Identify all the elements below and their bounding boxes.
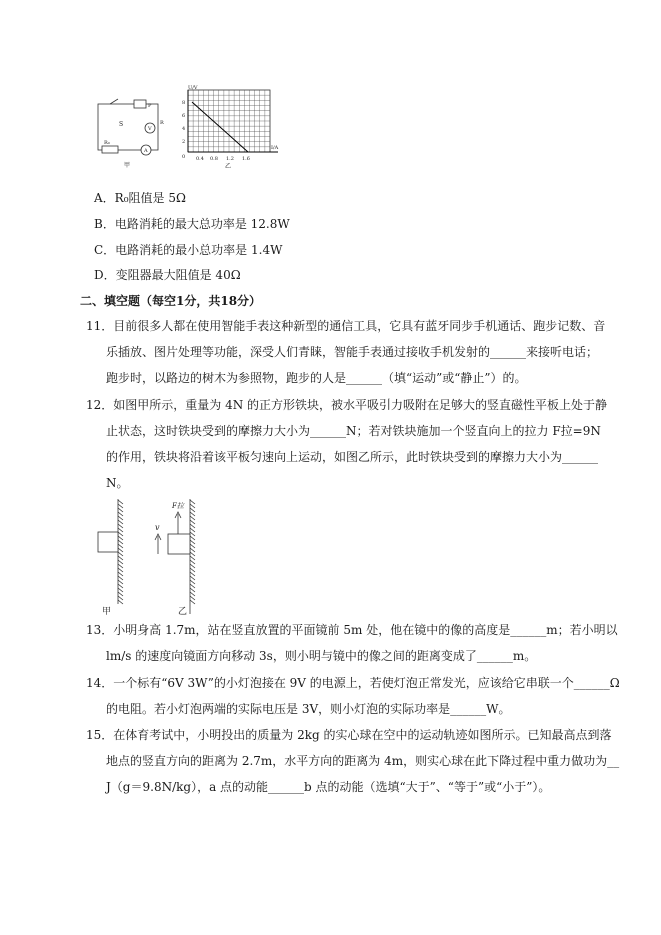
plate-hatch: [118, 528, 123, 532]
q15-line: 地点的竖直方向的距离为 2.7m，水平方向的距离为 4m，则实心球在此下降过程中重力做功为__: [106, 754, 620, 768]
graph-ytick: 2: [182, 139, 186, 145]
plate-hatch: [190, 580, 195, 584]
plate-hatch: [118, 532, 123, 536]
label-a: A: [144, 148, 148, 154]
plate-hatch: [190, 520, 195, 524]
right-caption: 乙: [178, 607, 188, 617]
plate-hatch: [118, 568, 123, 572]
left-caption: 甲: [102, 607, 112, 617]
plate-hatch: [118, 600, 123, 604]
velocity-label: v: [155, 523, 160, 532]
graph-yaxis-label: U/V: [188, 85, 198, 91]
plate-hatch: [190, 592, 195, 596]
plate-hatch: [190, 576, 195, 580]
plate-hatch: [190, 584, 195, 588]
plate-hatch: [190, 532, 195, 536]
plate-hatch: [190, 524, 195, 528]
plate-hatch: [118, 560, 123, 564]
graph-ytick: 8: [182, 100, 186, 106]
circuit-caption: 甲: [124, 162, 131, 169]
plate-hatch: [118, 576, 123, 580]
plate-hatch: [118, 516, 123, 520]
q12-line: 止状态，这时铁块受到的摩擦力大小为______N；若对铁块施加一个竖直向上的拉力 F拉=9N: [106, 424, 601, 438]
graph-caption: 乙: [225, 163, 232, 170]
plate-hatch: [190, 596, 195, 600]
q14-line: 14．一个标有“6V 3W”的小灯泡接在 9V 的电源上，若使灯泡正常发光，应该给它串联一个______Ω: [86, 676, 620, 690]
plate-hatch: [190, 568, 195, 572]
plate-hatch: [190, 508, 195, 512]
graph-xtick: 1.6: [242, 156, 250, 162]
graph-xaxis-label: I/A: [271, 145, 279, 151]
plate-hatch: [190, 528, 195, 532]
plate-hatch: [190, 564, 195, 568]
plate-hatch: [190, 572, 195, 576]
plate-hatch: [118, 572, 123, 576]
plate-hatch: [190, 556, 195, 560]
plate-hatch: [190, 540, 195, 544]
plate-hatch: [118, 564, 123, 568]
plate-hatch: [118, 552, 123, 556]
option-c: C．电路消耗的最小总功率是 1.4W: [94, 243, 283, 257]
plate-hatch: [118, 588, 123, 592]
graph-ytick: 6: [182, 113, 186, 119]
plate-hatch: [190, 560, 195, 564]
q13-line: lm/s 的速度向镜面方向移动 3s，则小明与镜中的像之间的距离变成了______m。: [106, 649, 537, 663]
plate-hatch: [190, 600, 195, 604]
section-title: 二、填空题（每空1分，共18分）: [80, 294, 262, 308]
q15-line: J（g＝9.8N/kg），a 点的动能______b 点的动能（选填“大于”、“等于”或“小于”）。: [106, 780, 551, 794]
option-a: A．R₀阻值是 5Ω: [94, 191, 186, 205]
circuit-and-graph-figure: [88, 82, 284, 172]
ui-graph: [188, 90, 278, 152]
plate-hatch: [118, 584, 123, 588]
graph-ytick: 4: [182, 126, 186, 132]
q11-line: 跑步时，以路边的树木为参照物，跑步的人是______（填“运动”或“静止”）的。: [106, 371, 527, 385]
q12-line: N。: [106, 476, 129, 490]
plate-hatch: [190, 552, 195, 556]
plate-hatch: [190, 516, 195, 520]
q15-line: 15．在体育考试中，小明投出的质量为 2kg 的实心球在空中的运动轨迹如图所示。已知最高点到落: [86, 728, 612, 742]
plate-hatch: [118, 580, 123, 584]
plate-hatch: [118, 596, 123, 600]
graph-xtick: 1.2: [226, 156, 234, 162]
label-v: V: [148, 126, 152, 132]
graph-xtick: 0.4: [196, 156, 204, 162]
plate-hatch: [118, 556, 123, 560]
plate-hatch: [118, 540, 123, 544]
q14-line: 的电阻。若小灯泡两端的实际电压是 3V，则小灯泡的实际功率是______W。: [106, 702, 511, 716]
plate-hatch: [118, 536, 123, 540]
plate-hatch: [190, 500, 195, 504]
q12-line: 的作用，铁块将沿着该平板匀速向上运动，如图乙所示，此时铁块受到的摩擦力大小为______: [106, 450, 599, 464]
plate-hatch: [190, 588, 195, 592]
plate-hatch: [190, 536, 195, 540]
q13-line: 13．小明身高 1.7m，站在竖直放置的平面镜前 5m 处，他在镜中的像的高度是______m；若小明以: [86, 623, 618, 637]
plate-hatch: [118, 512, 123, 516]
label-p: P: [148, 103, 152, 109]
label-r0: R₀: [104, 140, 110, 146]
plate-hatch: [118, 524, 123, 528]
plate-hatch: [190, 512, 195, 516]
graph-origin: 0: [182, 154, 186, 160]
plate-hatch: [118, 520, 123, 524]
label-s: S: [119, 121, 124, 128]
plate-hatch: [118, 504, 123, 508]
plate-hatch: [118, 500, 123, 504]
label-r: R: [160, 120, 164, 126]
plate-hatch: [190, 548, 195, 552]
force-label: F拉: [172, 502, 184, 510]
magnetic-plate-figure: [86, 494, 214, 619]
plate-hatch: [118, 508, 123, 512]
graph-xtick: 0.8: [210, 156, 218, 162]
q11-line: 乐插放、图片处理等功能，深受人们青睐，智能手表通过接收手机发射的______来接听电话；: [106, 345, 599, 359]
plate-hatch: [190, 504, 195, 508]
plate-hatch: [118, 548, 123, 552]
plate-hatch: [190, 544, 195, 548]
q12-line: 12．如图甲所示，重量为 4N 的正方形铁块，被水平吸引力吸附在足够大的竖直磁性平板上处于静: [86, 398, 608, 412]
plate-hatch: [118, 592, 123, 596]
plate-hatch: [118, 544, 123, 548]
option-b: B．电路消耗的最大总功率是 12.8W: [94, 217, 290, 231]
q11-line: 11．目前很多人都在使用智能手表这种新型的通信工具，它具有蓝牙同步手机通话、跑步记数、音: [86, 319, 606, 333]
option-d: D．变阻器最大阻值是 40Ω: [94, 268, 241, 282]
